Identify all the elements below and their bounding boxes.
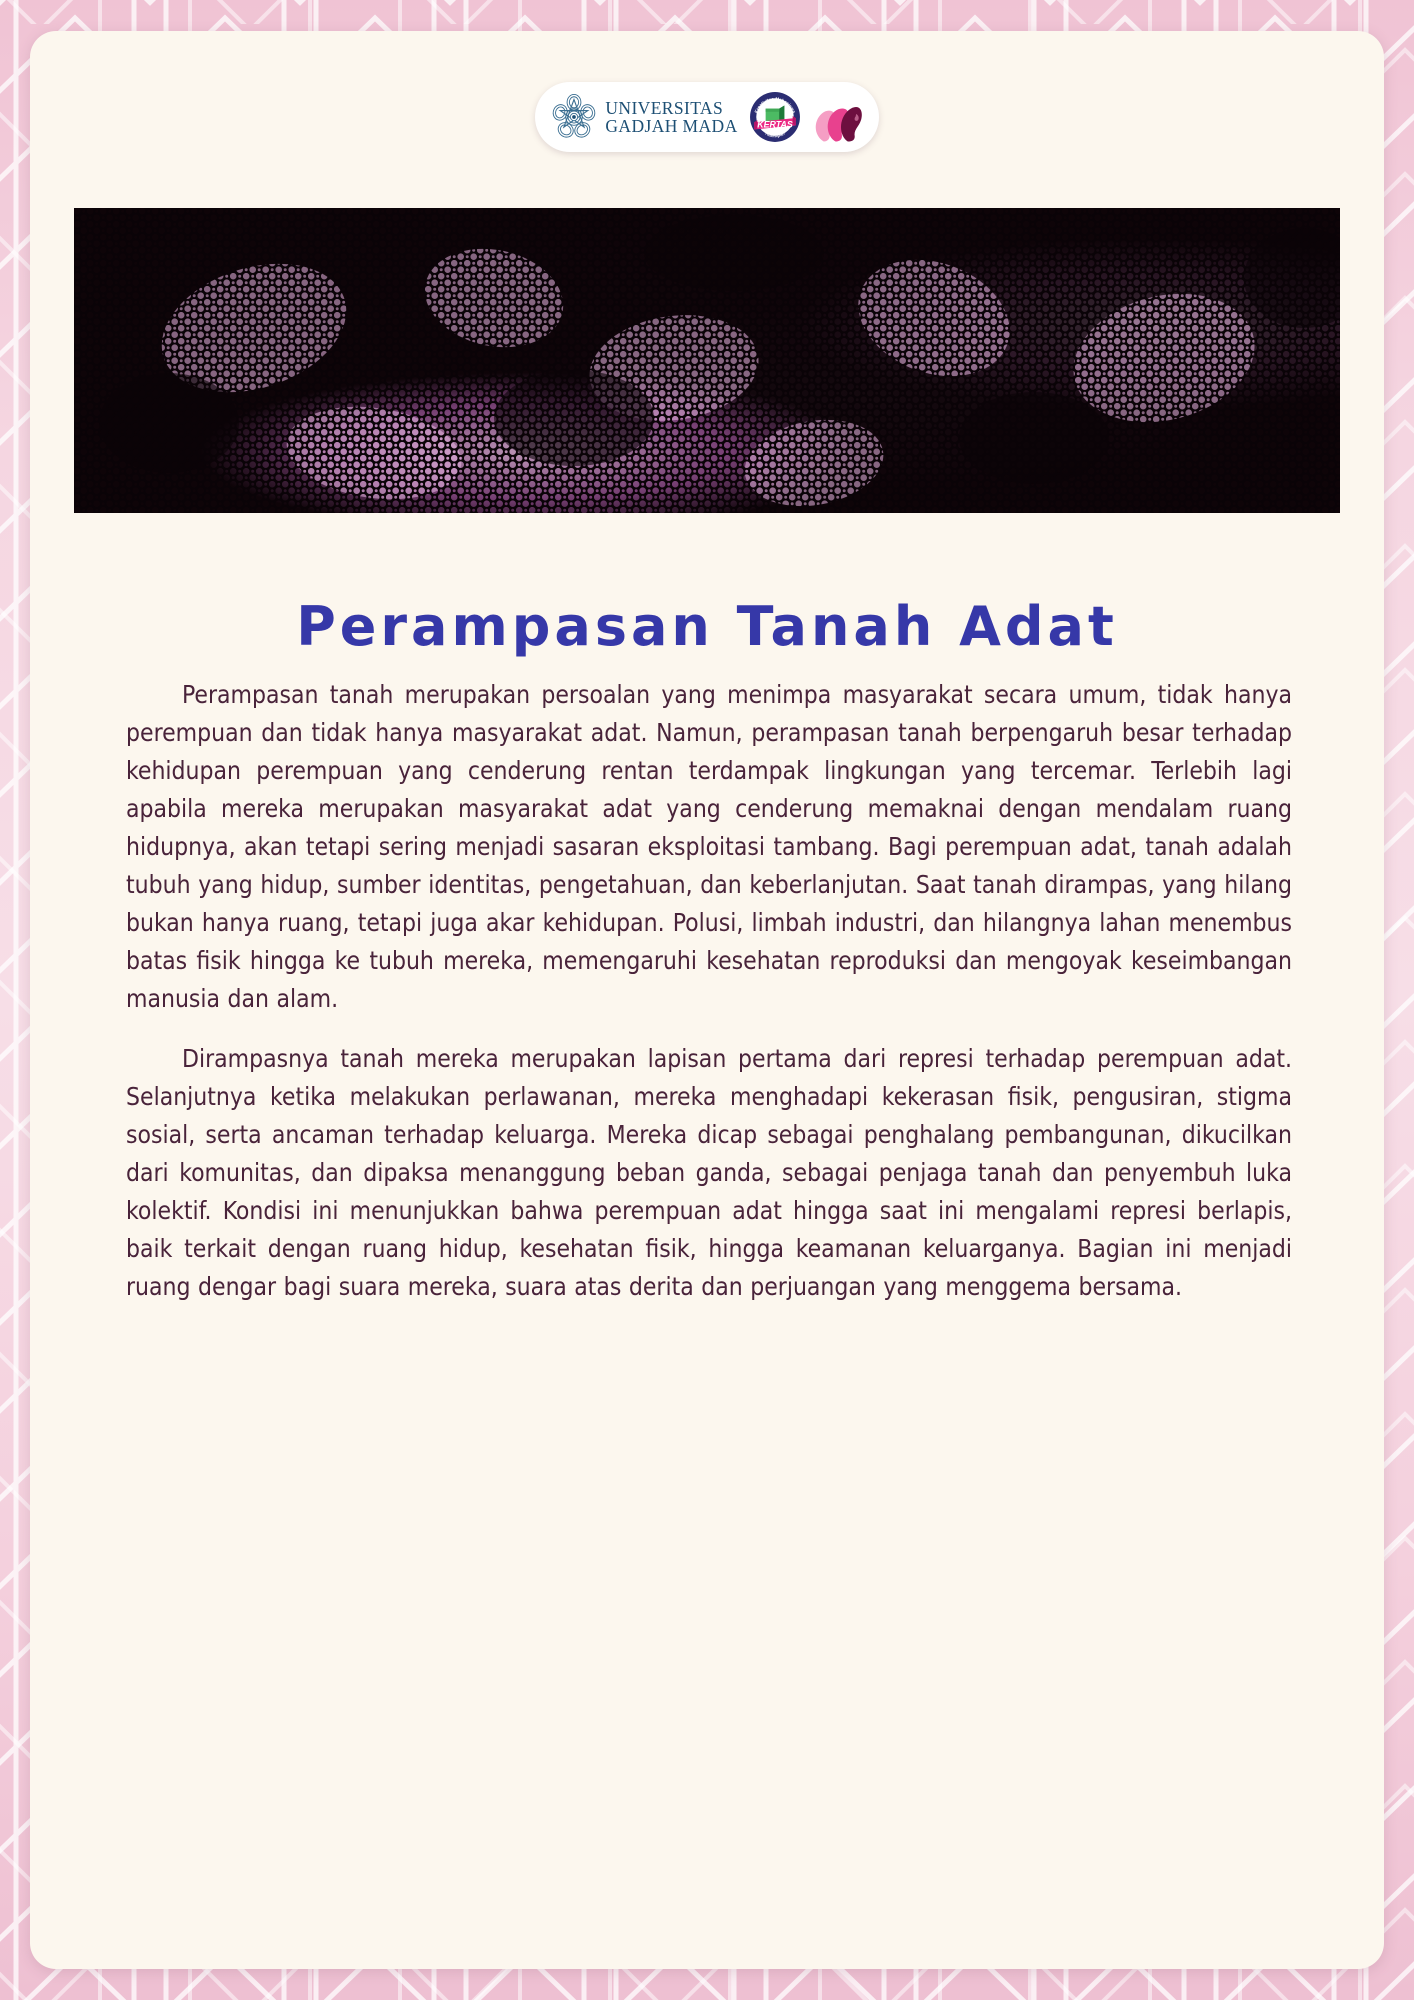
article-body	[126, 676, 1292, 1306]
hero-halftone-image	[74, 208, 1340, 513]
logo-bar	[535, 82, 879, 152]
kertas-bottom-text: Kearsipan	[764, 130, 786, 139]
ugm-line-2: GADJAH MADA	[605, 116, 738, 136]
halftone-graphic	[74, 208, 1340, 513]
three-women-profiles-icon	[809, 91, 863, 143]
kertas-circular-badge-icon	[749, 91, 801, 143]
ugm-line-1: UNIVERSITAS	[605, 97, 724, 118]
paragraph-1: Perampasan tanah merupakan persoalan yang menimpa masyarakat secara umum, tidak hanya perempuan dan tidak hanya masyarakat adat. Namun, perampasan tanah berpengaruh besar terhadap kehidupan perempuan yang cenderung rentan terdampak lingkungan yang tercemar. Terlebih lagi apabila mereka merupakan masyarakat adat yang cenderung memaknai dengan mendalam ruang hidupnya, akan tetapi sering menjadi sasaran eksploitasi tambang. Bagi perempuan adat, tanah adalah tubuh yang hidup, sumber identitas, pengetahuan, dan keberlanjutan. Saat tanah dirampas, yang hilang bukan hanya ruang, tetapi juga akar kehidupan. Polusi, limbah industri, dan hilangnya lahan menembus batas fisik hingga ke tubuh mereka, memengaruhi kesehatan reproduksi dan mengoyak keseimbangan manusia dan alam.	[126, 680, 1292, 1013]
paragraph-2: Dirampasnya tanah mereka merupakan lapisan pertama dari represi terhadap perempuan adat. Selanjutnya ketika melakukan perlawanan, mereka menghadapi kekerasan fisik, pengusiran, stigma sosial, serta ancaman terhadap keluarga. Mereka dicap sebagai penghalang pembangunan, dikucilkan dari komunitas, dan dipaksa menanggung beban ganda, sebagai penjaga tanah dan penyembuh luka kolektif. Kondisi ini menunjukkan bahwa perempuan adat hingga saat ini mengalami represi berlapis, baik terkait dengan ruang hidup, kesehatan fisik, hingga keamanan keluarganya. Bagian ini menjadi ruang dengar bagi suara mereka, suara atas derita dan perjuangan yang menggema bersama.	[126, 1044, 1292, 1301]
ugm-rosette-icon	[551, 94, 597, 140]
page-title: Perampasan Tanah Adat	[296, 595, 1118, 659]
kertas-top-text: Kreativitas Mahasiswa	[753, 96, 797, 114]
ugm-wordmark	[605, 99, 737, 135]
poster-card	[30, 31, 1384, 1969]
kertas-center-text: KERTAS	[756, 119, 793, 130]
